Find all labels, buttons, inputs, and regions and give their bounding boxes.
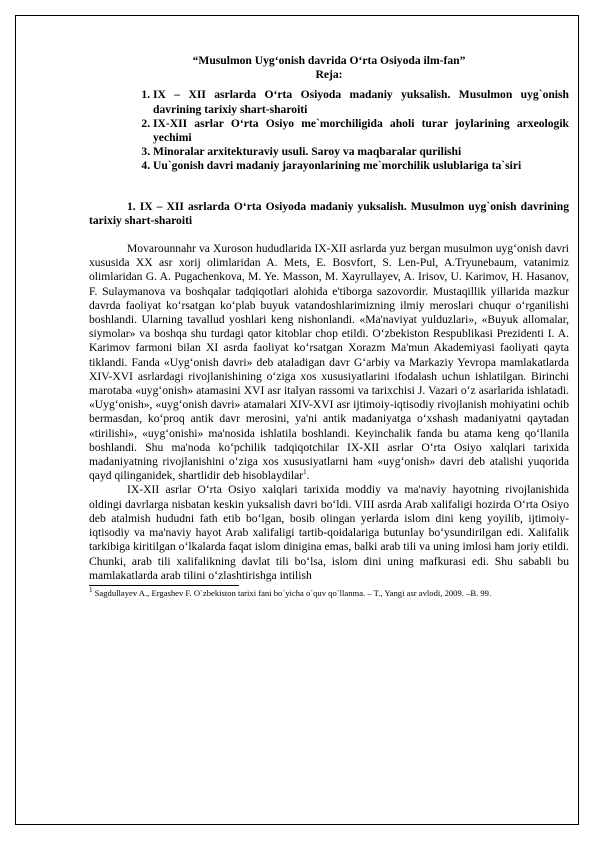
plan-item: 2. IX-XII asrlar O‘rta Osiyo me`morchiligida aholi turar joylarining arxeologik yechimi <box>153 117 569 145</box>
footnote-number: 1 <box>89 586 93 595</box>
footnote-text: Sagdullayev A., Ergashev F. O`zbekiston tarixi fani bo`yicha o`quv qo`llanma. – T., Yangi asr avlodi, 2009. –B. 99. <box>94 587 492 598</box>
paragraph-text: Movarounnahr va Xuroson hududlarida IX-XII asrlarda yuz bergan musulmon uyg‘onish davri xususida XX asr xorij olimlaridan A. Mets, E. Bosvfort, S. Len-Pul, A.Tryunebaum, vatanimiz olimlaridan G. A. Pugachenkova, M. Ye. Masson, M. Xayrullayev, A. Irisov, U. Karimov, H. Hasanov, F. Sulaymanova va boshqalar tadqiqotlari alohida e'tiborga sazovordir. Mustaqillik yillarida mazkur davrda faoliyat ko‘rsatgan ko‘plab buyuk vatandoshlarimizning ilmiy meroslari chuqur o‘rganilishi boshlandi. Ularning tavallud yoshlari keng nishonlandi. «Ma'naviyat yulduzlari», «Buyuk allomalar, siymolar» va boshqa shu turdagi qator kitoblar chop etildi. O‘zbekiston Respublikasi Prezidenti I. A. Karimov farmoni bilan XI asrda faoliyat ko‘rsatgan Xorazm Ma'mun Akademiyasi faoliyati qayta tiklandi. Fanda «Uyg‘onish davri» deb ataladigan davr G‘arbiy va Markaziy Yevropa mamlakatlarda XIV-XVI asrlardagi rivojlanishining o‘ziga xos xususiyatlarini ifodalash uchun ishlatilgan. Birinchi marotaba «uyg‘onish» atamasini XVI asr italyan rassomi va tarixchisi J. Vazari o‘z asarlarida ishlatadi. «Uyg‘onish», «uyg‘onish davri» atamalari XIV-XVI asr ijtimoiy-iqtisodiy rivojlanish mohiyatini ochib bermasdan, ko‘proq antik davr merosini, ya'ni antik madaniyatga o‘xshash madaniyatni qaytadan «tirilishi», «uyg‘onishi» ma'nosida ishlatila boshlandi. Keyinchalik fanda bu atama keng qo‘llanila boshlandi. Shu ma'noda ko‘pchilik tadqiqotchilar IX-XII asrlar O‘rta Osiyo xalqlari tarixida madaniyatning rivojlanishini o‘ziga xos xususiyatlarni ham «uyg‘onish» davri deb atalishi yuqorida qayd qilinganidek, shartlidir deb hisoblaydilar <box>89 242 569 483</box>
document-title: “Musulmon Uyg‘onish davrida O‘rta Osiyoda ilm-fan” <box>192 54 466 67</box>
footnote-divider <box>89 585 239 586</box>
plan-item: 4. Uu`gonish davri madaniy jarayonlarining me`morchilik uslublariga ta`siri <box>153 159 569 173</box>
paragraph <box>89 242 569 483</box>
paragraph-end: . <box>306 469 310 483</box>
plan-label: Reja: <box>315 68 343 82</box>
section-heading: 1. IX – XII asrlarda O‘rta Osiyoda madaniy yuksalish. Musulmon uyg`onish davrining tarixiy shart-sharoiti <box>89 199 569 227</box>
plan-item: 3. Minoralar arxitekturaviy usuli. Saroy va maqbaralar qurilishi <box>153 145 569 159</box>
footnote-ref[interactable]: 1 <box>303 468 307 477</box>
plan-item: 1. IX – XII asrlarda O‘rta Osiyoda madaniy yuksalish. Musulmon uyg`onish davrining tarixiy shart-sharoiti <box>153 88 569 116</box>
footnote <box>89 587 569 599</box>
document-body <box>89 54 569 599</box>
paragraph: IX-XII asrlar O‘rta Osiyo xalqlari tarixida moddiy va ma'naviy hayotning rivojlanishida oldingi davrlarga nisbatan keskin yuksalish davri bo‘ldi. VIII asrda Arab xalifaligi hozirda O‘rta Osiyo deb atalmish hududni fath etib bo‘lgan, bosib olingan yerlarda islom dini keng yoyilib, ijtimoiy-iqtisodiy va ma'naviy hayot Arab xalifaligi tartib-qoidalariga butunlay bo‘ysundirilgan edi. Xalifalik tarkibiga kiritilgan o‘lkalarda faqat islom dinigina emas, balki arab tili va uning imlosi ham joriy etildi. Chunki, arab tili xalifalikning davlat tili bo‘lsa, islom dini uning mafkurasi edi. Shu sababli bu mamlakatlarda arab tilini o‘zlashtirishga intilish <box>89 483 569 582</box>
plan-list <box>89 88 569 173</box>
document-page <box>15 15 579 825</box>
